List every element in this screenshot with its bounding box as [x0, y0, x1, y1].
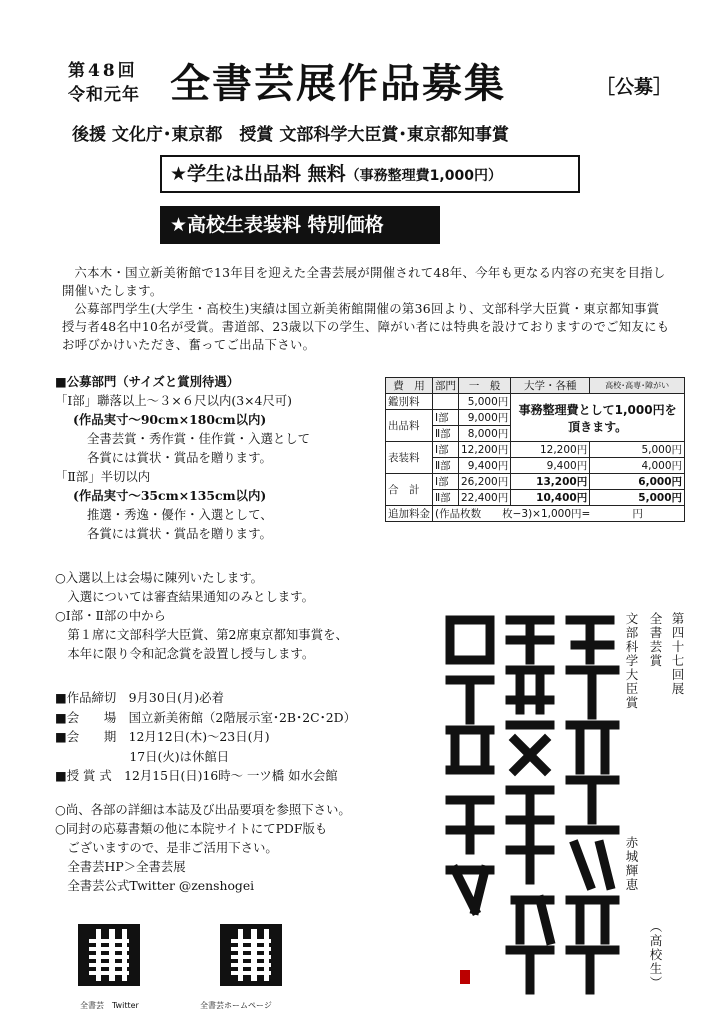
part2-award: 各賞には賞状・賞品を贈ります。 [87, 526, 272, 541]
fee-cell: Ⅰ部 [433, 410, 459, 426]
fee-cell: 5,000円 [590, 442, 685, 458]
note-line: 第１席に文部科学大臣賞、第2席東京都知事賞を、 [55, 627, 348, 642]
intro-paragraph: 六本木・国立新美術館で13年目を迎えた全書芸展が開催されて48年、今年も更なる内容の充実を目指し開催いたします。 [62, 265, 666, 298]
table-row [386, 506, 685, 522]
part1-award: 全書芸賞・秀作賞・佳作賞・入選として [87, 431, 311, 446]
intro-text [62, 264, 672, 354]
edition-year: 令和元年 [68, 85, 140, 105]
info-line: ■会 場 国立新美術館（2階展示室･2B･2C･2D） [55, 709, 356, 725]
fee-cell: 5,000円 [590, 490, 685, 506]
homepage-qr-label: 全書芸ホームページ [200, 1001, 272, 1010]
fee-cell: 26,200円 [459, 474, 511, 490]
fee-cell: 6,000円 [590, 474, 685, 490]
student-free-banner [160, 155, 580, 193]
intro-paragraph: 公募部門学生(大学生・高校生)実績は国立新美術館開催の第36回より、文部科学大臣賞・東京都知事賞授与者48名中10名が受賞。書道部、23歳以下の学生、障がい者には特典を設けておりますのでご知友にもお呼びかけいただき、奮ってご出品下さい。 [62, 301, 670, 352]
student-free-text: ★学生は出品料 無料 [170, 163, 346, 185]
support-line: 後援 文化庁･東京都 授賞 文部科学大臣賞･東京都知事賞 [72, 125, 509, 145]
fee-cell: 9,000円 [459, 410, 511, 426]
highschool-banner: ★高校生表装料 特別価格 [160, 206, 440, 244]
fee-cell: 合 計 [386, 474, 433, 506]
admin-fee-note: 事務整理費として1,000円を頂きます。 [511, 394, 685, 442]
details-section [55, 800, 435, 895]
fee-cell: (作品枚数 枚−3)×1,000円= 円 [433, 506, 685, 522]
fee-cell: Ⅰ部 [433, 442, 459, 458]
fee-header: 費 用 [386, 378, 433, 394]
homepage-qr-code[interactable] [220, 924, 282, 986]
fee-table [385, 377, 685, 522]
fee-cell: 12,200円 [459, 442, 511, 458]
fee-header: 一 般 [459, 378, 511, 394]
fee-header: 高校･高専･障がい [590, 378, 685, 394]
fee-cell: 22,400円 [459, 490, 511, 506]
note-line: ○入選以上は会場に陳列いたします。 [55, 570, 264, 585]
fee-header: 大学・各種 [511, 378, 590, 394]
artwork-award: 全書芸賞 [648, 612, 663, 668]
fee-cell: Ⅰ部 [433, 474, 459, 490]
part1-award: 各賞には賞状・賞品を贈ります。 [87, 450, 272, 465]
detail-line: ございますので、是非ご活用下さい。 [55, 840, 278, 855]
fee-cell: Ⅱ部 [433, 490, 459, 506]
detail-line: 全書芸公式Twitter @zenshogei [55, 878, 255, 893]
twitter-qr-code[interactable] [78, 924, 140, 986]
detail-line: 全書芸HP＞全書芸展 [55, 859, 186, 874]
part2-size: (作品実寸～35cm×135cm以内) [73, 488, 267, 503]
fee-header-row [386, 378, 685, 394]
info-line: 17日(火)は休館日 [55, 748, 230, 764]
fee-cell: 5,000円 [459, 394, 511, 410]
note-line: 本年に限り令和記念賞を設置し授与します。 [55, 646, 315, 661]
koubo-label: ［公募］ [596, 76, 673, 98]
fee-cell: 表装料 [386, 442, 433, 474]
part1-title: 「Ⅰ部」聯落以上～３×６尺以内(3×4尺可) [55, 393, 292, 408]
part2-award: 推選・秀逸・優作・入選として、 [87, 507, 273, 522]
fee-cell: Ⅱ部 [433, 458, 459, 474]
edition-number: 第48回 [68, 61, 138, 81]
student-admin-fee: （事務整理費1,000円） [345, 168, 502, 184]
notes-section [55, 568, 435, 663]
artwork-artist: 赤城輝恵 [624, 836, 639, 892]
fee-cell: 10,400円 [511, 490, 590, 506]
fee-header: 部門 [433, 378, 459, 394]
info-line: ■作品締切 9月30日(月)必着 [55, 690, 224, 705]
fee-cell: Ⅱ部 [433, 426, 459, 442]
category-heading: ■公募部門（サイズと賞別待遇） [55, 374, 240, 389]
fee-cell: 鑑別料 [386, 394, 433, 410]
artwork-exhibition: 第四十七回展 [670, 612, 685, 696]
twitter-qr-label: 全書芸 Twitter [80, 1001, 139, 1010]
info-line: ■会 期 12月12日(木)～23日(月) [55, 729, 270, 744]
calligraphy-artwork [430, 600, 630, 1010]
event-info [55, 688, 435, 786]
fee-cell: 4,000円 [590, 458, 685, 474]
fee-cell: 出品料 [386, 410, 433, 442]
info-line: ■授 賞 式 12月15日(日)16時～ 一ツ橋 如水会館 [55, 768, 338, 783]
artwork-prize: 文部科学大臣賞 [624, 612, 639, 710]
note-line: ○Ⅰ部・Ⅱ部の中から [55, 608, 166, 623]
table-row [386, 474, 685, 490]
artwork-grade: （高校生） [648, 920, 663, 990]
table-row [386, 394, 685, 410]
page-title: 全書芸展作品募集 [170, 61, 506, 107]
fee-cell: 13,200円 [511, 474, 590, 490]
detail-line: ○尚、各部の詳細は本誌及び出品要項を参照下さい。 [55, 802, 351, 817]
part1-size: (作品実寸～90cm×180cm以内) [73, 412, 267, 427]
note-line: 入選については審査結果通知のみとします。 [55, 589, 314, 604]
fee-cell: 9,400円 [459, 458, 511, 474]
detail-line: ○同封の応募書類の他に本院サイトにてPDF版も [55, 821, 328, 836]
fee-cell: 追加料金 [386, 506, 433, 522]
part2-title: 「Ⅱ部」半切以内 [55, 469, 151, 484]
fee-cell: 8,000円 [459, 426, 511, 442]
fee-cell: 9,400円 [511, 458, 590, 474]
fee-cell: 12,200円 [511, 442, 590, 458]
category-section [55, 372, 385, 543]
table-row [386, 442, 685, 458]
